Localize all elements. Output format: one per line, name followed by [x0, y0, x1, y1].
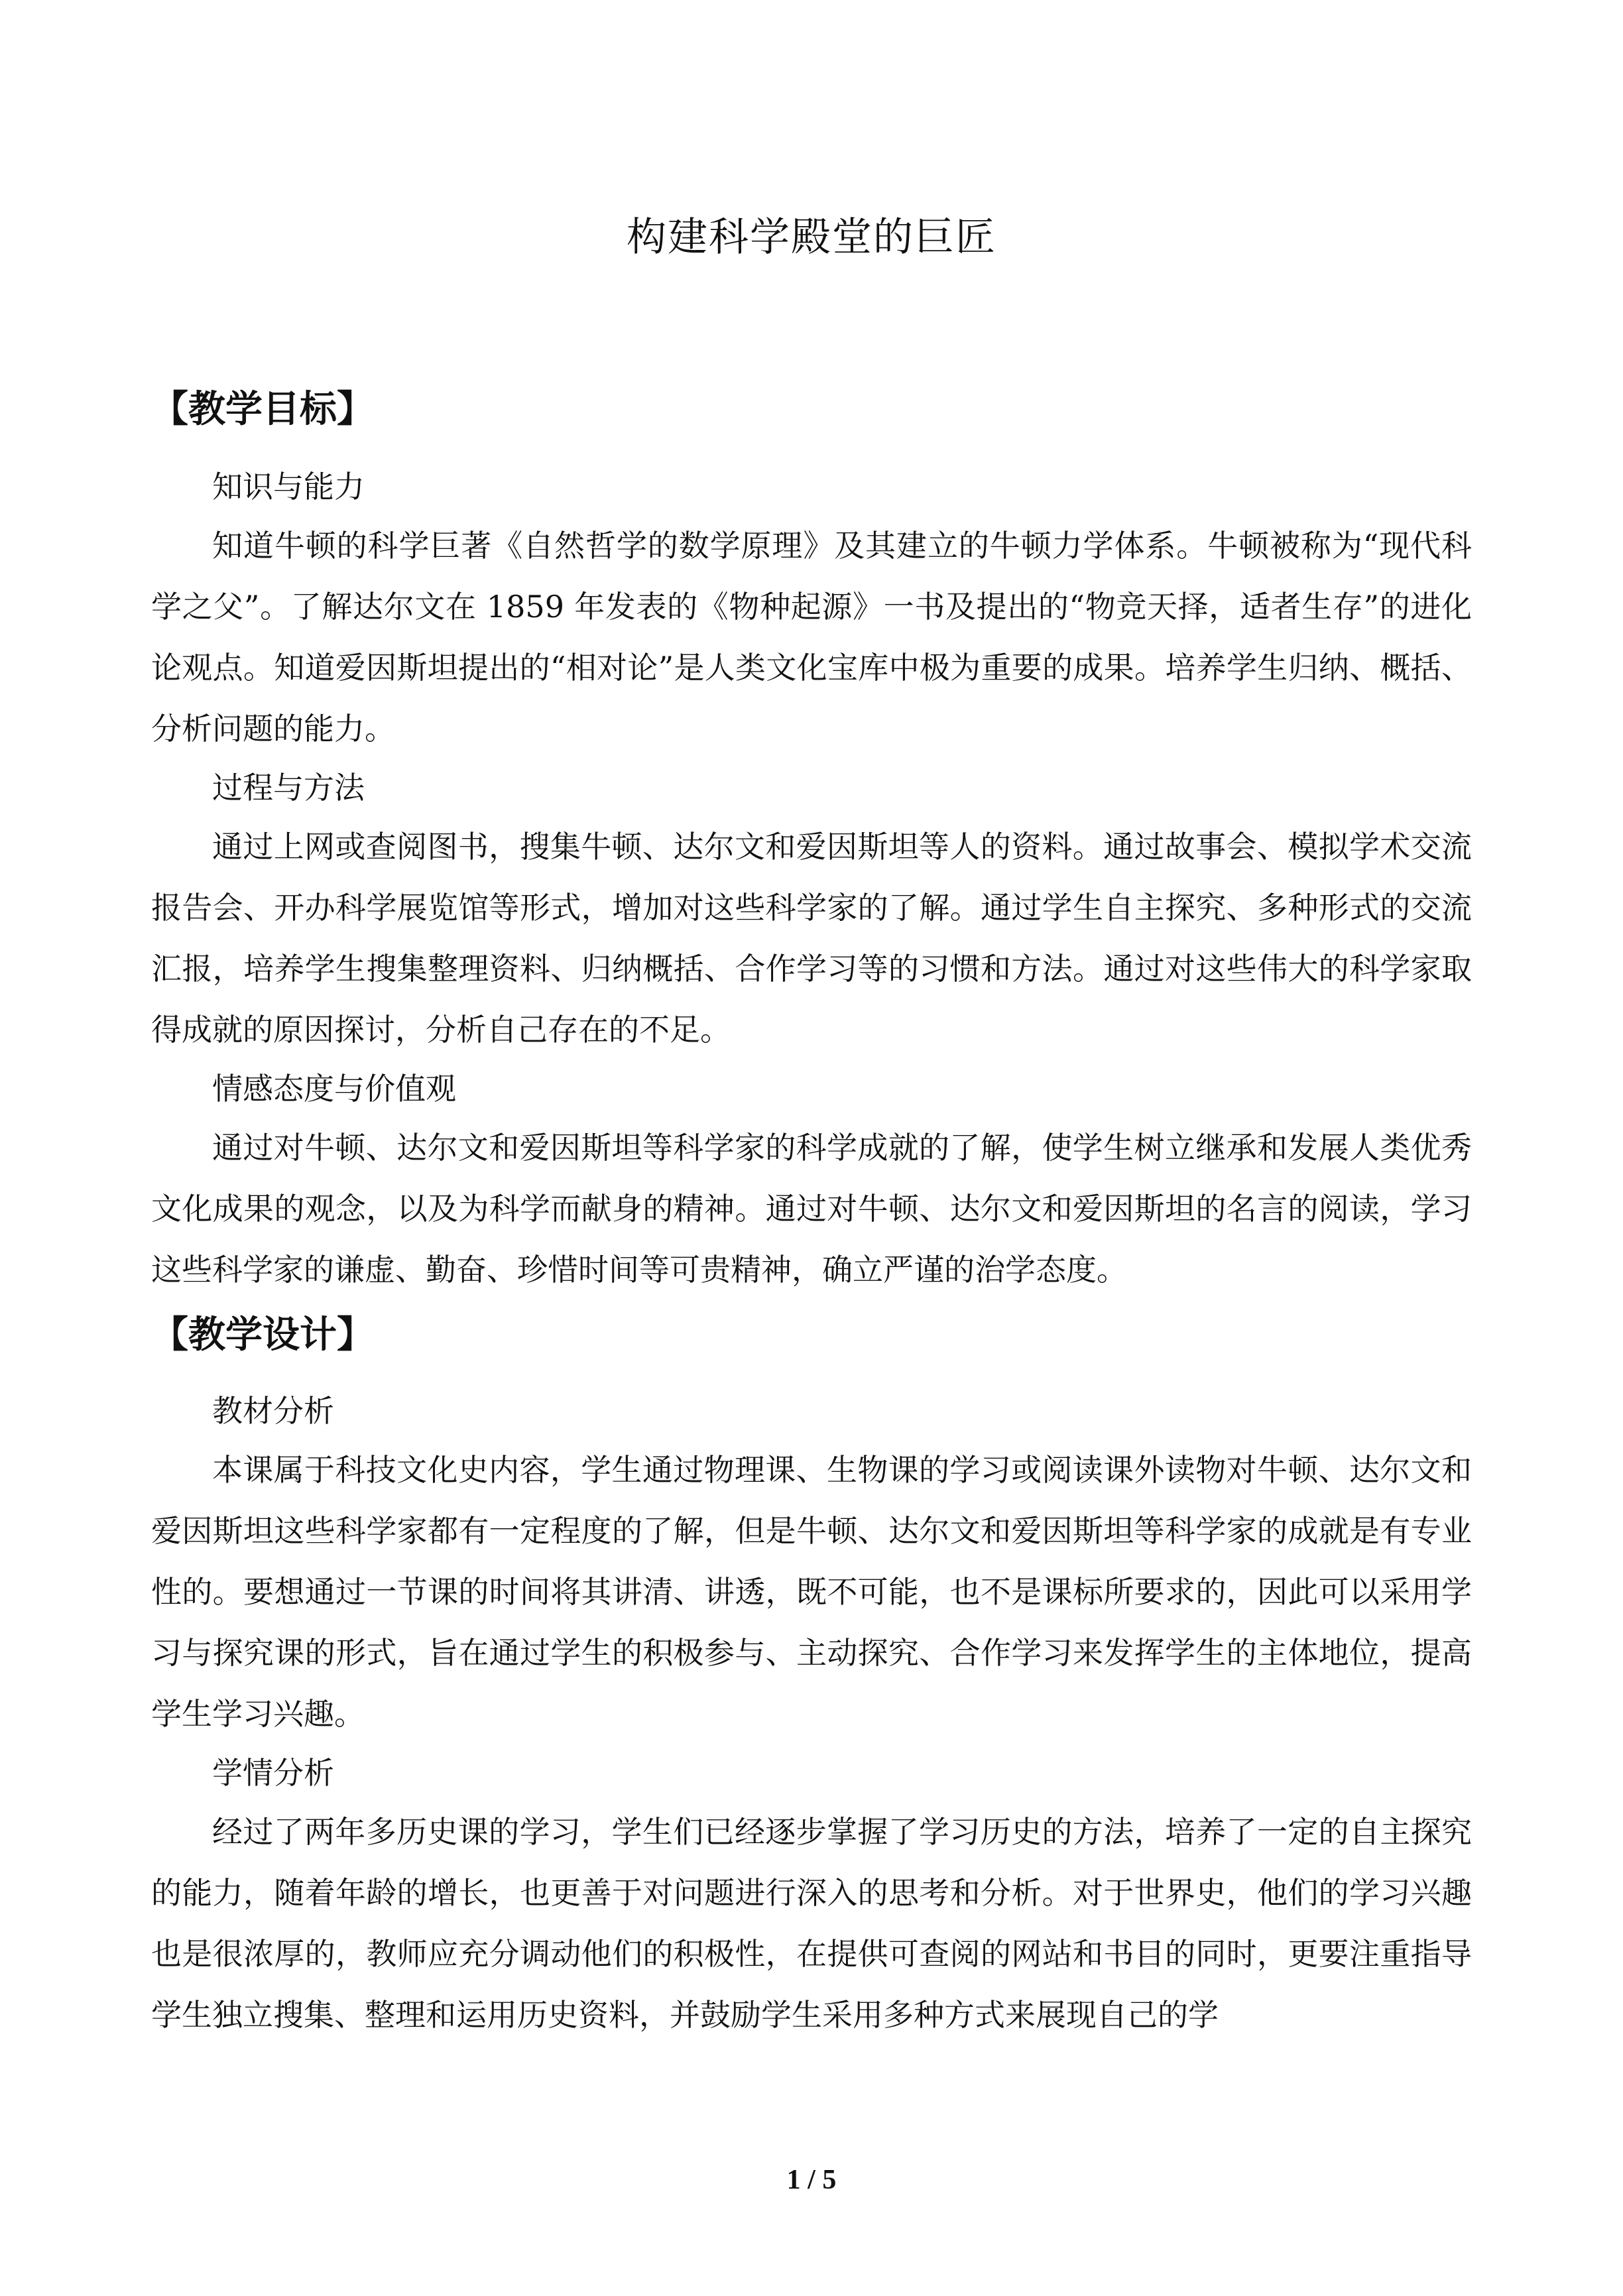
subheading-knowledge-ability: 知识与能力 [212, 469, 365, 505]
subheading-student-analysis: 学情分析 [212, 1755, 334, 1791]
document-body [151, 381, 1472, 2045]
paragraph-textbook-analysis: 本课属于科技文化史内容，学生通过物理课、生物课的学习或阅读课外读物对牛顿、达尔文和爱因斯坦这些科学家都有一定程度的了解，但是牛顿、达尔文和爱因斯坦等科学家的成就是有专业性的。要想通过一节课的时间将其讲清、讲透，既不可能，也不是课标所要求的，因此可以采用学习与探究课的形式，旨在通过学生的积极参与、主动探究、合作学习来发挥学生的主体地位，提高学生学习兴趣。 [151, 1452, 1472, 1732]
paragraph-knowledge-ability: 知道牛顿的科学巨著《自然哲学的数学原理》及其建立的牛顿力学体系。牛顿被称为“现代科学之父”。了解达尔文在 1859 年发表的《物种起源》一书及提出的“物竞天择，适者生存”的进化论观点。知道爱因斯坦提出的“相对论”是人类文化宝库中极为重要的成果。培养学生归纳、概括、分析问题的能力。 [151, 528, 1472, 747]
page-number: 1 / 5 [786, 2165, 837, 2195]
paragraph-process-method: 通过上网或查阅图书，搜集牛顿、达尔文和爱因斯坦等人的资料。通过故事会、模拟学术交流报告会、开办科学展览馆等形式，增加对这些科学家的了解。通过学生自主探究、多种形式的交流汇报，培养学生搜集整理资料、归纳概括、合作学习等的习惯和方法。通过对这些伟大的科学家取得成就的原因探讨，分析自己存在的不足。 [151, 829, 1472, 1048]
subheading-emotion-values: 情感态度与价值观 [212, 1071, 456, 1107]
subheading-textbook-analysis: 教材分析 [212, 1393, 334, 1429]
document-title: 构建科学殿堂的巨匠 [627, 214, 996, 261]
paragraph-emotion-values: 通过对牛顿、达尔文和爱因斯坦等科学家的科学成就的了解，使学生树立继承和发展人类优秀文化成果的观念，以及为科学而献身的精神。通过对牛顿、达尔文和爱因斯坦的名言的阅读，学习这些科学家的谦虚、勤奋、珍惜时间等可贵精神，确立严谨的治学态度。 [151, 1130, 1472, 1288]
section-heading-teaching-goals: 【教学目标】 [151, 387, 374, 431]
paragraph-student-analysis: 经过了两年多历史课的学习，学生们已经逐步掌握了学习历史的方法，培养了一定的自主探究的能力，随着年龄的增长，也更善于对问题进行深入的思考和分析。对于世界史，他们的学习兴趣也是很浓厚的，教师应充分调动他们的积极性，在提供可查阅的网站和书目的同时，更要注重指导学生独立搜集、整理和运用历史资料，并鼓励学生采用多种方式来展现自己的学 [151, 1814, 1472, 2033]
subheading-process-method: 过程与方法 [212, 770, 365, 806]
section-heading-teaching-design: 【教学设计】 [151, 1313, 374, 1357]
